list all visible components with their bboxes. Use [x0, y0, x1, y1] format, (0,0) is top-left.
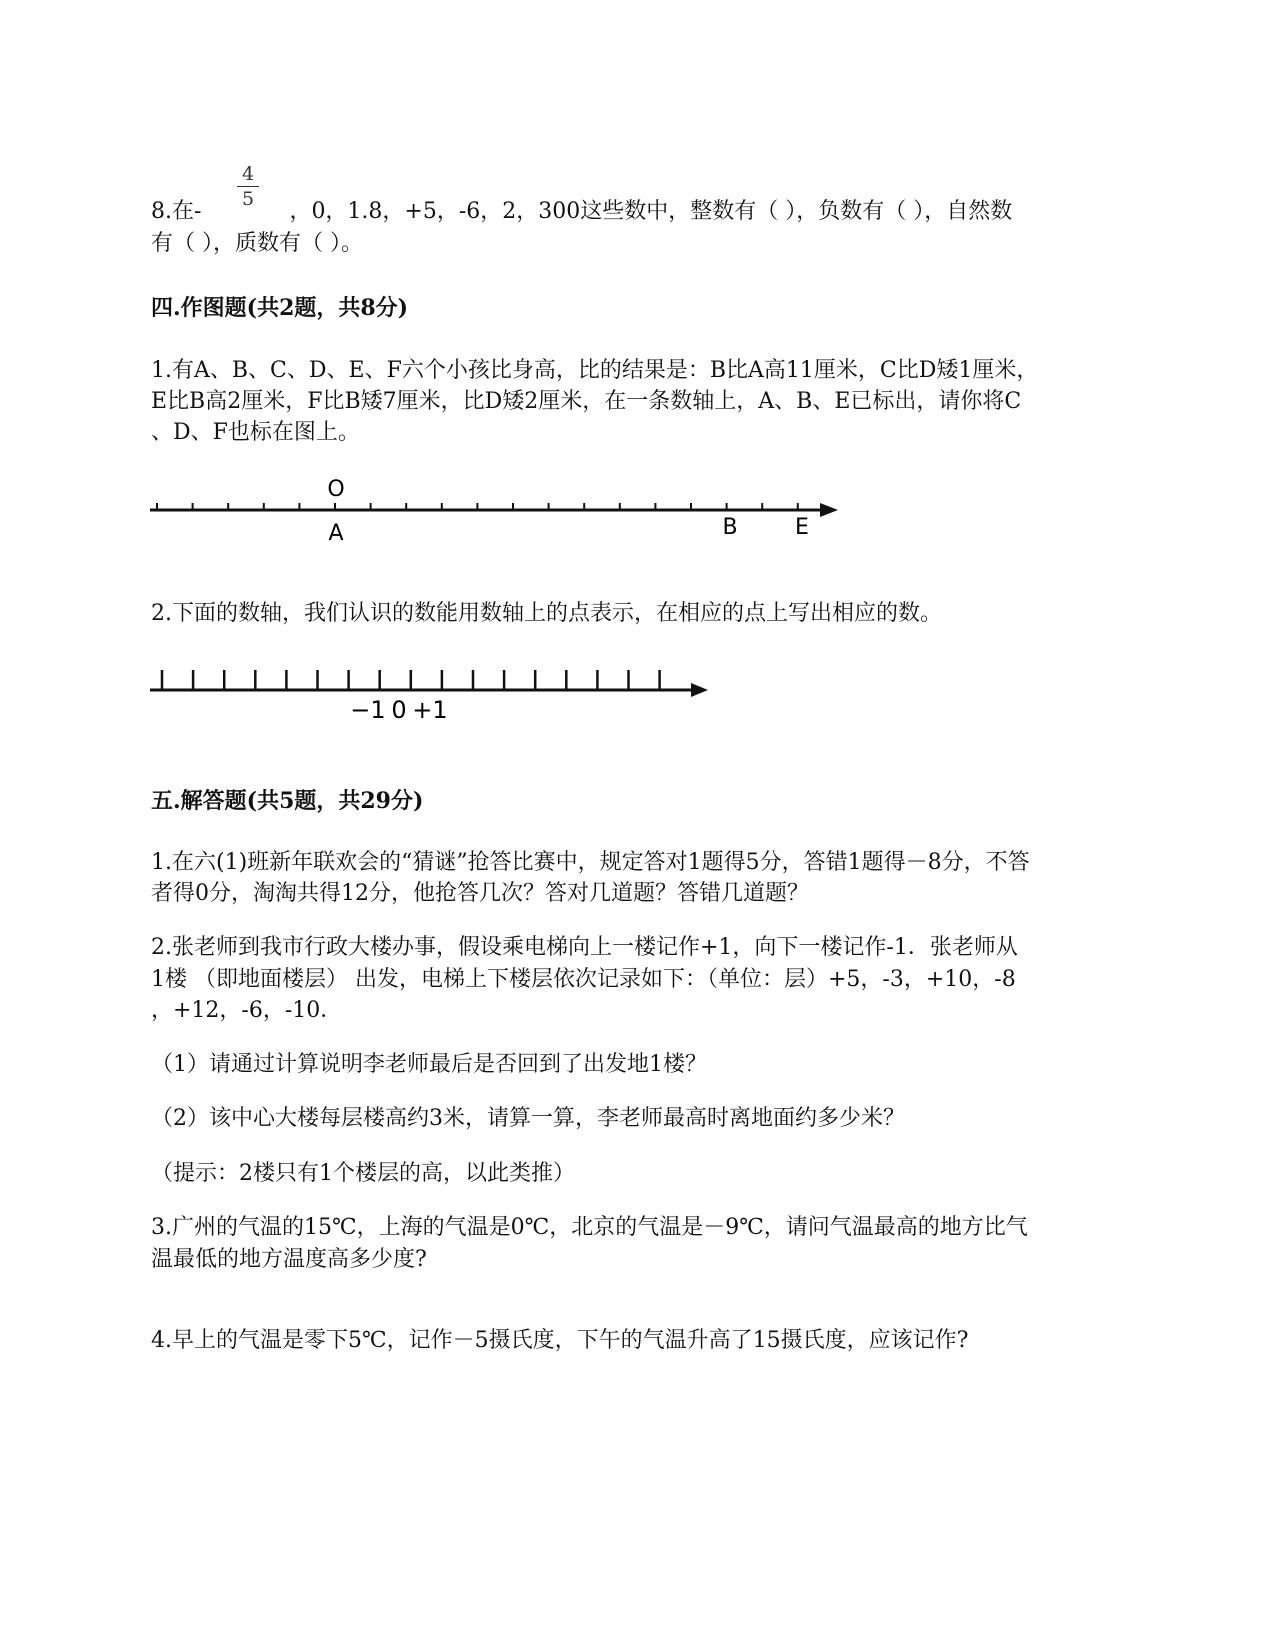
number-line-2 — [140, 660, 730, 730]
label-O: O — [327, 477, 345, 502]
section-4-title: 四.作图题(共2题，共8分) — [151, 295, 409, 321]
s5-question-2-line2: 1楼 （即地面楼层） 出发，电梯上下楼层依次记录如下：（单位：层）+5，-3，+10，-8 — [151, 967, 1016, 992]
label-minus-1: −1 — [350, 696, 386, 724]
s5-question-2-hint: （提示：2楼只有1个楼层的高，以此类推） — [151, 1161, 575, 1186]
label-E: E — [795, 515, 809, 540]
s5-question-1-line2: 者得0分，淘淘共得12分，他抢答几次？答对几道题？答错几道题？ — [151, 881, 809, 906]
label-B: B — [722, 515, 738, 540]
s5-question-2-line3: ，+12，-6，-10． — [151, 998, 343, 1023]
question-8-line2: 有（ ），质数有（ ）。 — [151, 231, 363, 256]
s4-question-1-line1: 1.有A、B、C、D、E、F六个小孩比身高，比的结果是：B比A高11厘米，C比D矮1厘米， — [151, 358, 1039, 383]
fraction-bar — [237, 186, 259, 187]
s5-question-2-sub2: （2）该中心大楼每层楼高约3米，请算一算，李老师最高时离地面约多少米？ — [151, 1106, 905, 1131]
s4-question-1-line3: 、D、F也标在图上。 — [151, 420, 360, 445]
s5-question-1-line1: 1.在六(1)班新年联欢会的“猜谜”抢答比赛中，规定答对1题得5分，答错1题得－8分，不答 — [151, 850, 1030, 875]
s5-question-4: 4.早上的气温是零下5℃，记作－5摄氏度，下午的气温升高了15摄氏度，应该记作? — [151, 1328, 969, 1353]
number-line-2-axis — [150, 683, 708, 697]
question-8-line1 — [151, 196, 1126, 228]
label-plus-1: +1 — [412, 696, 448, 724]
question-8-prefix: 8.在- — [151, 199, 202, 224]
label-0: 0 — [391, 696, 407, 724]
number-line-2-ticks — [162, 670, 660, 690]
s5-question-2-sub1: （1）请通过计算说明李老师最后是否回到了出发地1楼？ — [151, 1052, 707, 1077]
s5-question-3-line1: 3.广州的气温的15℃，上海的气温是0℃，北京的气温是－9℃，请问气温最高的地方比气 — [151, 1215, 1028, 1240]
s5-question-3-line2: 温最低的地方温度高多少度? — [151, 1247, 427, 1272]
fraction-numerator: 4 — [241, 163, 255, 185]
question-8-rest: ，0，1.8，+5，-6，2，300这些数中，整数有（ ），负数有（ ），自然数 — [289, 199, 1013, 224]
s4-question-2: 2.下面的数轴，我们认识的数能用数轴上的点表示，在相应的点上写出相应的数。 — [151, 601, 942, 626]
section-5-title: 五.解答题(共5题，共29分) — [151, 788, 424, 814]
fraction-denominator: 5 — [241, 188, 255, 210]
s5-question-2-line1: 2.张老师到我市行政大楼办事，假设乘电梯向上一楼记作+1，向下一楼记作-1．张老师从 — [151, 935, 1018, 960]
label-A: A — [328, 521, 344, 546]
number-line-1 — [140, 470, 860, 550]
s4-question-1-line2: E比B高2厘米，F比B矮7厘米，比D矮2厘米，在一条数轴上，A、B、E已标出，请你将C — [151, 389, 1022, 414]
